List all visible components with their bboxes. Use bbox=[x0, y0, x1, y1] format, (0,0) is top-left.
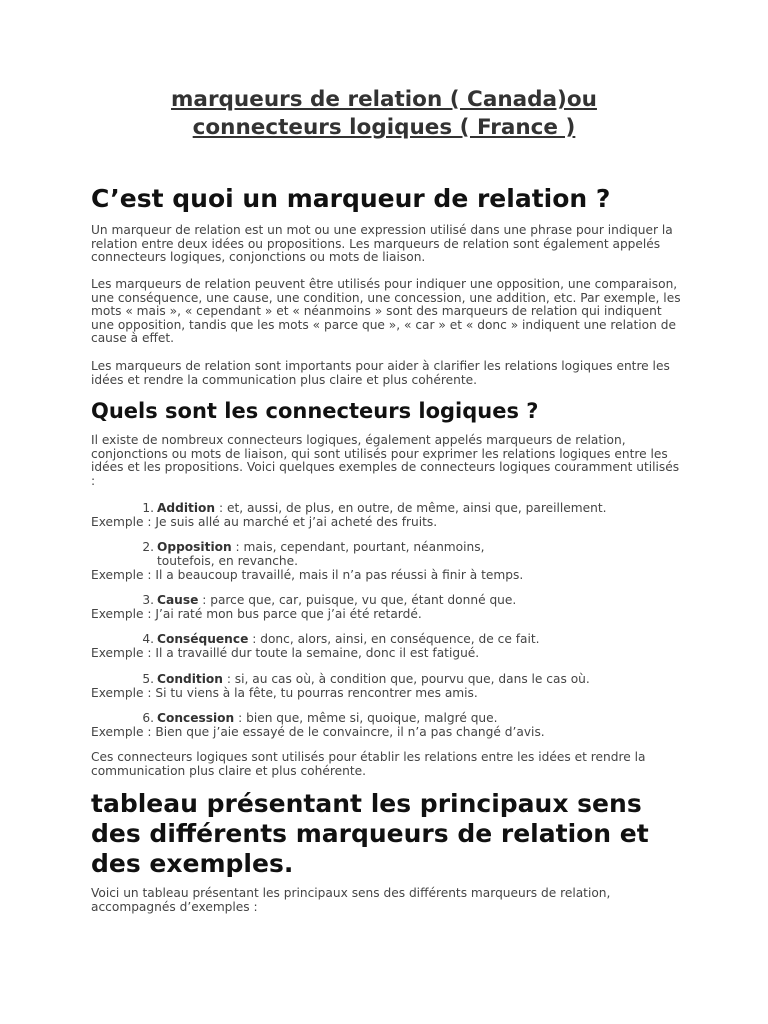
item-description: : bien que, même si, quoique, malgré que. bbox=[234, 711, 498, 725]
item-term: Conséquence bbox=[157, 632, 249, 646]
item-description: : donc, alors, ainsi, en conséquence, de ce fait. bbox=[248, 632, 540, 646]
section1-paragraph-3: Les marqueurs de relation sont importants pour aider à clarifier les relations logiques entre les idées et rendre la communication plus claire et plus cohérente. bbox=[91, 359, 670, 387]
section2-intro: Il existe de nombreux connecteurs logiques, également appelés marqueurs de relation, conjonctions ou mots de liaison, qui sont utilisés pour exprimer les relations logiques entre les idées et les propositions. Voici quelques exemples de connecteurs logiques couramment utilisés : bbox=[91, 433, 680, 488]
item-example: Exemple : Il a travaillé dur toute la semaine, donc il est fatigué. bbox=[91, 646, 480, 660]
item-example: Exemple : Bien que j’aie essayé de le convaincre, il n’a pas changé d’avis. bbox=[91, 725, 545, 739]
item-term: Addition bbox=[157, 501, 216, 515]
item-number: 2. bbox=[142, 540, 154, 554]
item-example: Exemple : J’ai raté mon bus parce que j’ai été retardé. bbox=[91, 607, 422, 621]
title-line-2: connecteurs logiques ( France ) bbox=[192, 115, 576, 140]
item-description: : si, au cas où, à condition que, pourvu que, dans le cas où. bbox=[222, 672, 590, 686]
section2-heading: Quels sont les connecteurs logiques ? bbox=[91, 399, 539, 423]
item-term: Opposition bbox=[157, 540, 232, 554]
connector-item-consequence bbox=[91, 632, 681, 660]
connector-item-concession bbox=[91, 711, 681, 739]
section1-paragraph-2: Les marqueurs de relation peuvent être utilisés pour indiquer une opposition, une comparaison, une conséquence, une cause, une condition, une concession, une addition, etc. Par exemple, les mots « mais », « cependant » et « néanmoins » sont des marqueurs de relation qui indiquent une opposition, tandis que les mots « parce que », « car » et « donc » indiquent une relation de cause à effet. bbox=[91, 277, 681, 345]
item-number: 4. bbox=[142, 632, 154, 646]
item-description: : et, aussi, de plus, en outre, de même, ainsi que, pareillement. bbox=[215, 501, 607, 515]
item-number: 3. bbox=[142, 593, 154, 607]
connector-item-opposition bbox=[91, 540, 681, 582]
document-title bbox=[91, 86, 677, 142]
item-number: 1. bbox=[142, 501, 154, 515]
item-description: : mais, cependant, pourtant, néanmoins, toutefois, en revanche. bbox=[157, 540, 485, 568]
section3-heading: tableau présentant les principaux sens des différents marqueurs de relation et des exemples. bbox=[91, 789, 649, 878]
item-number: 6. bbox=[142, 711, 154, 725]
item-example: Exemple : Il a beaucoup travaillé, mais il n’a pas réussi à finir à temps. bbox=[91, 568, 524, 582]
connector-item-condition bbox=[91, 672, 681, 700]
item-term: Concession bbox=[157, 711, 235, 725]
item-example: Exemple : Je suis allé au marché et j’ai acheté des fruits. bbox=[91, 515, 438, 529]
item-term: Cause bbox=[157, 593, 199, 607]
connector-item-addition bbox=[91, 501, 681, 529]
item-description: : parce que, car, puisque, vu que, étant donné que. bbox=[198, 593, 517, 607]
section1-paragraph-1: Un marqueur de relation est un mot ou une expression utilisé dans une phrase pour indiquer la relation entre deux idées ou propositions. Les marqueurs de relation sont également appelés connecteurs logiques, conjonctions ou mots de liaison. bbox=[91, 223, 673, 264]
section1-heading: C’est quoi un marqueur de relation ? bbox=[91, 184, 611, 213]
section2-conclusion: Ces connecteurs logiques sont utilisés pour établir les relations entre les idées et rendre la communication plus claire et plus cohérente. bbox=[91, 750, 646, 778]
title-line-1: marqueurs de relation ( Canada)ou bbox=[171, 87, 597, 112]
connector-item-cause bbox=[91, 593, 681, 621]
item-term: Condition bbox=[157, 672, 223, 686]
item-example: Exemple : Si tu viens à la fête, tu pourras rencontrer mes amis. bbox=[91, 686, 478, 700]
item-number: 5. bbox=[142, 672, 154, 686]
section3-intro: Voici un tableau présentant les principaux sens des différents marqueurs de relation, accompagnés d’exemples : bbox=[91, 886, 611, 914]
